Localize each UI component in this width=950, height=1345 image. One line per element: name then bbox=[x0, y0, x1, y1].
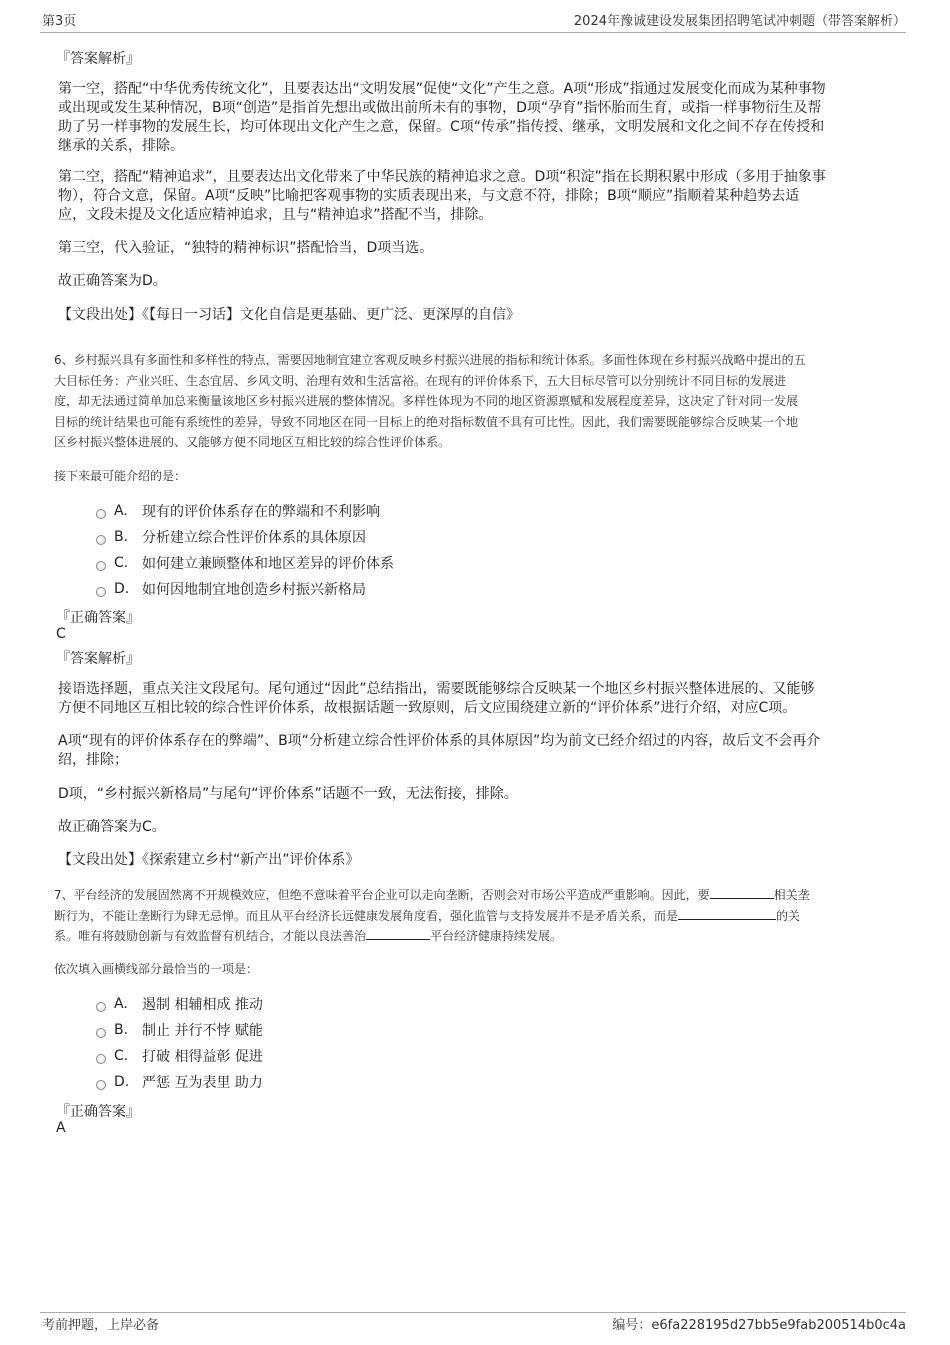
document-title: 2024年豫诚建设发展集团招聘笔试冲刺题（带答案解析） bbox=[573, 14, 906, 29]
question-6-prompt: 接下来最可能介绍的是： bbox=[54, 469, 187, 483]
q6-option-c[interactable]: C. 如何建立兼顾整体和地区差异的评价体系 bbox=[96, 553, 394, 573]
radio-icon[interactable] bbox=[96, 509, 106, 519]
analysis-paragraph-3: 第三空，代入验证，“独特的精神标识”搭配恰当，D项当选。 bbox=[58, 240, 434, 256]
analysis-paragraph-2: 第二空，搭配“精神追求”，且要表达出文化带来了中华民族的精神追求之意。D项“积淀”指在长期积累中形成（多用于抽象事 物），符合文意，保留。A项“反映”比喻把客观事物的实质表现出来，与文意不符，排除；B项“顺应”指顺着某种趋势去适 应，文段未提及文化适应精神追求，且与“精神追求”搭配不当，排除。 bbox=[58, 169, 826, 223]
correct-answer: C bbox=[56, 626, 66, 642]
q6-option-a[interactable]: A. 现有的评价体系存在的弊端和不利影响 bbox=[96, 501, 380, 521]
footer-divider bbox=[40, 1312, 906, 1313]
source: 【文段出处】《探索建立乡村“新产出”评价体系》 bbox=[58, 852, 360, 868]
radio-icon[interactable] bbox=[96, 1054, 106, 1064]
question-6-stem: 6、乡村振兴具有多面性和多样性的特点，需要因地制宜建立客观反映乡村振兴进展的指标和统计体系。多面性体现在乡村振兴战略中提出的五 大目标任务：产业兴旺、生态宜居、乡风文明、治理有效和生活富裕。在现有的评价体系下，五大目标尽管可以分别统计不同目标的发展进 度，却无法通过简单加总来衡量该地区乡村振兴进展的整体情况。多样性体现为不同的地区资源禀赋和发展程度差异，这决定了针对同一发展 目标的统计结果也可能有系统性的差异，导致不同地区在同一目标上的绝对指标数值不具有可比性。因此，我们需要既能够综合反映某一个地 区乡村振兴整体进展的、又能够方便不同地区互相比较的综合性评价体系。 bbox=[54, 353, 806, 449]
radio-icon[interactable] bbox=[96, 1080, 106, 1090]
correct-answer-label: 『正确答案』 bbox=[56, 610, 140, 626]
analysis-label: 『答案解析』 bbox=[56, 651, 140, 667]
radio-icon[interactable] bbox=[96, 587, 106, 597]
correct-answer: A bbox=[56, 1120, 66, 1136]
page-number: 第3页 bbox=[42, 14, 77, 29]
question-7-stem: 7、平台经济的发展固然离不开规模效应，但绝不意味着平台企业可以走向垄断，否则会对市场公平造成严重影响。因此，要 相关垄 断行为，不能让垄断行为肆无忌惮。而且从平台经济长远健康发展角度看，强化监管与支持发展并不是矛盾关系，而是 的关 系。唯有将鼓励创新与有效监督有机结合，才能以良法善治 平台经济健康持续发展。 bbox=[54, 888, 810, 943]
source: 【文段出处】《【每日一习话】文化自信是更基础、更广泛、更深厚的自信》 bbox=[58, 307, 520, 323]
analysis-paragraph-3: D项，“乡村振兴新格局”与尾句“评价体系”话题不一致，无法衔接，排除。 bbox=[58, 786, 518, 802]
correct-answer-label: 『正确答案』 bbox=[56, 1104, 140, 1120]
blank-1 bbox=[710, 887, 774, 899]
footer-slogan: 考前押题，上岸必备 bbox=[42, 1318, 160, 1333]
conclusion: 故正确答案为C。 bbox=[58, 819, 166, 835]
q7-option-b[interactable]: B. 制止 并行不悖 赋能 bbox=[96, 1020, 263, 1040]
radio-icon[interactable] bbox=[96, 535, 106, 545]
radio-icon[interactable] bbox=[96, 1002, 106, 1012]
q7-option-c[interactable]: C. 打破 相得益彰 促进 bbox=[96, 1046, 263, 1066]
analysis-paragraph-2: A项“现有的评价体系存在的弊端”、B项“分析建立综合性评价体系的具体原因”均为前文已经介绍过的内容，故后文不会再介 绍，排除； bbox=[58, 733, 821, 768]
blank-3 bbox=[366, 928, 430, 940]
q7-option-d[interactable]: D. 严惩 互为表里 助力 bbox=[96, 1072, 263, 1092]
q6-option-b[interactable]: B. 分析建立综合性评价体系的具体原因 bbox=[96, 527, 366, 547]
question-7-prompt: 依次填入画横线部分最恰当的一项是： bbox=[54, 962, 259, 976]
conclusion: 故正确答案为D。 bbox=[58, 273, 167, 289]
header-divider bbox=[40, 32, 906, 33]
q7-option-a[interactable]: A. 遏制 相辅相成 推动 bbox=[96, 994, 263, 1014]
analysis-paragraph-1: 第一空，搭配“中华优秀传统文化”，且要表达出“文明发展”促使“文化”产生之意。A项“形成”指通过发展变化而成为某种事物 或出现或发生某种情况，B项“创造”是指首先想出或做出前所未有的事物，D项“孕育”指怀胎而生育，或指一样事物衍生及帮 助了另一样事物的发展生长，均可体现出文化产生之意，保留。C项“传承”指传授、继承，文明发展和文化之间不存在传授和 继承的关系，排除。 bbox=[58, 81, 826, 154]
blank-2 bbox=[678, 908, 776, 920]
analysis-paragraph-1: 接语选择题，重点关注文段尾句。尾句通过“因此”总结指出，需要既能够综合反映某一个地区乡村振兴整体进展的、又能够 方便不同地区互相比较的综合性评价体系，故根据话题一致原则，后文应围绕建立新的“评价体系”进行介绍，对应C项。 bbox=[58, 681, 815, 716]
document-id: 编号：e6fa228195d27bb5e9fab200514b0c4a bbox=[612, 1318, 906, 1333]
q6-option-d[interactable]: D. 如何因地制宜地创造乡村振兴新格局 bbox=[96, 579, 366, 599]
analysis-label: 『答案解析』 bbox=[56, 51, 140, 67]
radio-icon[interactable] bbox=[96, 561, 106, 571]
radio-icon[interactable] bbox=[96, 1028, 106, 1038]
